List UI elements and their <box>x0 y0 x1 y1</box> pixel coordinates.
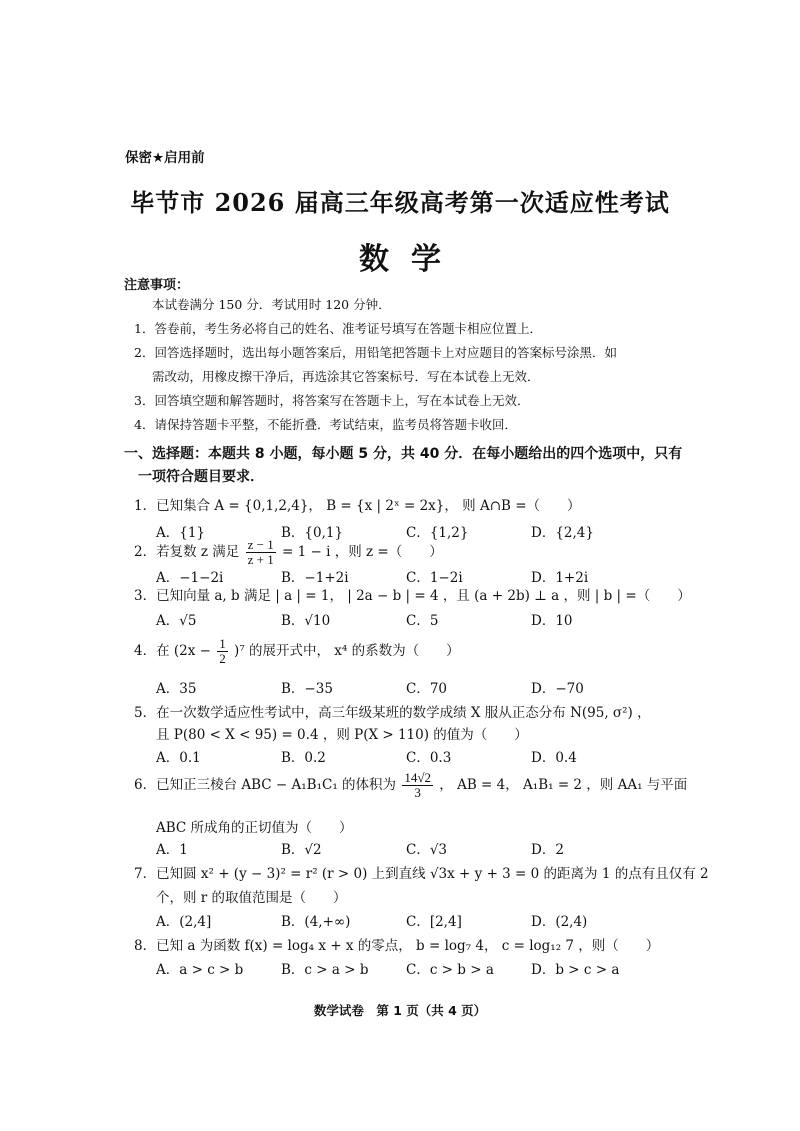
question-2-fraction <box>246 538 276 567</box>
subject-title: 数学 <box>359 242 463 277</box>
question-6-stem-post: ， AB = 4， A₁B₁ = 2 ，则 AA₁ 与平面 <box>439 777 688 793</box>
notes-item-1: 1．答卷前，考生务必将自己的姓名、准考证号填写在答题卡相应位置上． <box>134 321 542 336</box>
question-6-stem-2: ABC 所成角的正切值为（ ） <box>156 820 353 836</box>
question-6-option-d: D．2 <box>531 842 564 858</box>
question-2-fraction-den: z + 1 <box>247 552 274 567</box>
question-8-option-d: D．b > c > a <box>531 962 620 978</box>
question-5-stem-2: 且 P(80 < X < 95) = 0.4 ，则 P(X > 110) 的值为（ ） <box>156 727 528 743</box>
question-4-stem-pre: 4．在 (2x − <box>134 643 211 659</box>
notes-item-2-cont: 需改动，用橡皮擦干净后，再选涂其它答案标号．写在本试卷上无效． <box>152 369 540 384</box>
question-6-option-b: B．√2 <box>281 842 322 858</box>
question-4-fraction-num: 1 <box>219 636 226 651</box>
question-6-stem-pre: 6．已知正三棱台 ABC − A₁B₁C₁ 的体积为 <box>134 777 397 793</box>
question-6-option-c: C．√3 <box>406 842 448 858</box>
question-4-fraction <box>217 637 228 666</box>
question-5-option-b: B．0.2 <box>281 750 326 766</box>
question-7-option-a: A．(2,4] <box>156 914 212 930</box>
question-2-option-d: D．1+2i <box>531 570 589 586</box>
question-3-stem: 3．已知向量 a, b 满足 | a | = 1， | 2a − b | = 4 ，且 (a + 2b) ⊥ a ，则 | b | =（ ） <box>134 588 691 604</box>
notes-item-2: 2．回答选择题时，选出每小题答案后，用铅笔把答题卡上对应题目的答案标号涂黑．如 <box>134 345 617 360</box>
question-1-stem: 1．已知集合 A = {0,1,2,4}， B = {x | 2ˣ = 2x}， 则 A∩B =（ ） <box>134 498 581 514</box>
question-6-fraction-num: 14√2 <box>404 770 431 785</box>
question-5-option-a: A．0.1 <box>156 750 201 766</box>
question-4-stem-post: )⁷ 的展开式中， x⁴ 的系数为（ ） <box>234 643 460 659</box>
section-heading-line1: 一、选择题：本题共 8 小题，每小题 5 分，共 40 分．在每小题给出的四个选项中，只有 <box>124 446 683 462</box>
question-6-option-a: A．1 <box>156 842 188 858</box>
notes-item-4: 4．请保持答题卡平整，不能折叠．考试结束，监考员将答题卡收回． <box>134 417 517 432</box>
question-2-stem-post: = 1 − i ，则 z =（ ） <box>282 544 443 560</box>
question-2-option-b: B．−1+2i <box>281 570 349 586</box>
question-6-fraction-den: 3 <box>414 785 421 800</box>
exam-title: 毕节市 2026 届高三年级高考第一次适应性考试 <box>130 188 670 217</box>
question-7-option-d: D．(2,4) <box>531 914 588 930</box>
notes-item-3: 3．回答填空题和解答题时，将答案写在答题卡上，写在本试卷上无效． <box>134 393 530 408</box>
question-8-option-a: A．a > c > b <box>156 962 244 978</box>
question-3-option-d: D．10 <box>531 613 573 629</box>
question-6-stem <box>134 771 687 800</box>
question-4-stem <box>134 637 460 666</box>
question-2-fraction-num: z − 1 <box>247 537 274 552</box>
question-5-option-d: D．0.4 <box>531 750 577 766</box>
question-8-stem: 8．已知 a 为函数 f(x) = log₄ x + x 的零点， b = log₇ 4， c = log₁₂ 7 ，则（ ） <box>134 938 660 954</box>
question-1-option-d: D．{2,4} <box>531 525 594 541</box>
question-1-option-c: C．{1,2} <box>406 525 469 541</box>
question-4-option-d: D．−70 <box>531 681 584 697</box>
confidential-label: 保密★启用前 <box>125 150 205 166</box>
section-heading-line2: 一项符合题目要求． <box>138 469 264 485</box>
question-7-option-b: B．(4,+∞) <box>281 914 351 930</box>
question-3-option-a: A．√5 <box>156 613 197 629</box>
question-5-option-c: C．0.3 <box>406 750 452 766</box>
question-6-fraction <box>402 771 433 800</box>
notes-heading: 注意事项： <box>124 278 190 293</box>
question-5-stem: 5．在一次数学适应性考试中，高三年级某班的数学成绩 X 服从正态分布 N(95, σ²) ， <box>134 705 651 721</box>
question-4-option-b: B．−35 <box>281 681 333 697</box>
question-7-stem: 7．已知圆 x² + (y − 3)² = r² (r > 0) 上到直线 √3x + y + 3 = 0 的距离为 1 的点有且仅有 2 <box>134 866 709 882</box>
question-7-option-c: C．[2,4] <box>406 914 462 930</box>
question-8-option-b: B．c > a > b <box>281 962 369 978</box>
question-1-option-a: A．{1} <box>156 525 206 541</box>
question-4-option-a: A．35 <box>156 681 197 697</box>
page-footer: 数学试卷 第 1 页（共 4 页） <box>313 1003 487 1018</box>
question-4-option-c: C．70 <box>406 681 448 697</box>
question-3-option-b: B．√10 <box>281 613 331 629</box>
question-7-stem-2: 个，则 r 的取值范围是（ ） <box>156 890 347 906</box>
question-8-option-c: C．c > b > a <box>406 962 494 978</box>
question-3-option-c: C．5 <box>406 613 439 629</box>
question-4-fraction-den: 2 <box>219 651 226 666</box>
question-2-stem <box>134 538 443 567</box>
question-1-option-b: B．{0,1} <box>281 525 344 541</box>
question-2-option-c: C．1−2i <box>406 570 463 586</box>
question-2-option-a: A．−1−2i <box>156 570 224 586</box>
notes-intro: 本试卷满分 150 分．考试用时 120 分钟． <box>152 297 391 312</box>
question-2-stem-pre: 2．若复数 z 满足 <box>134 544 240 560</box>
